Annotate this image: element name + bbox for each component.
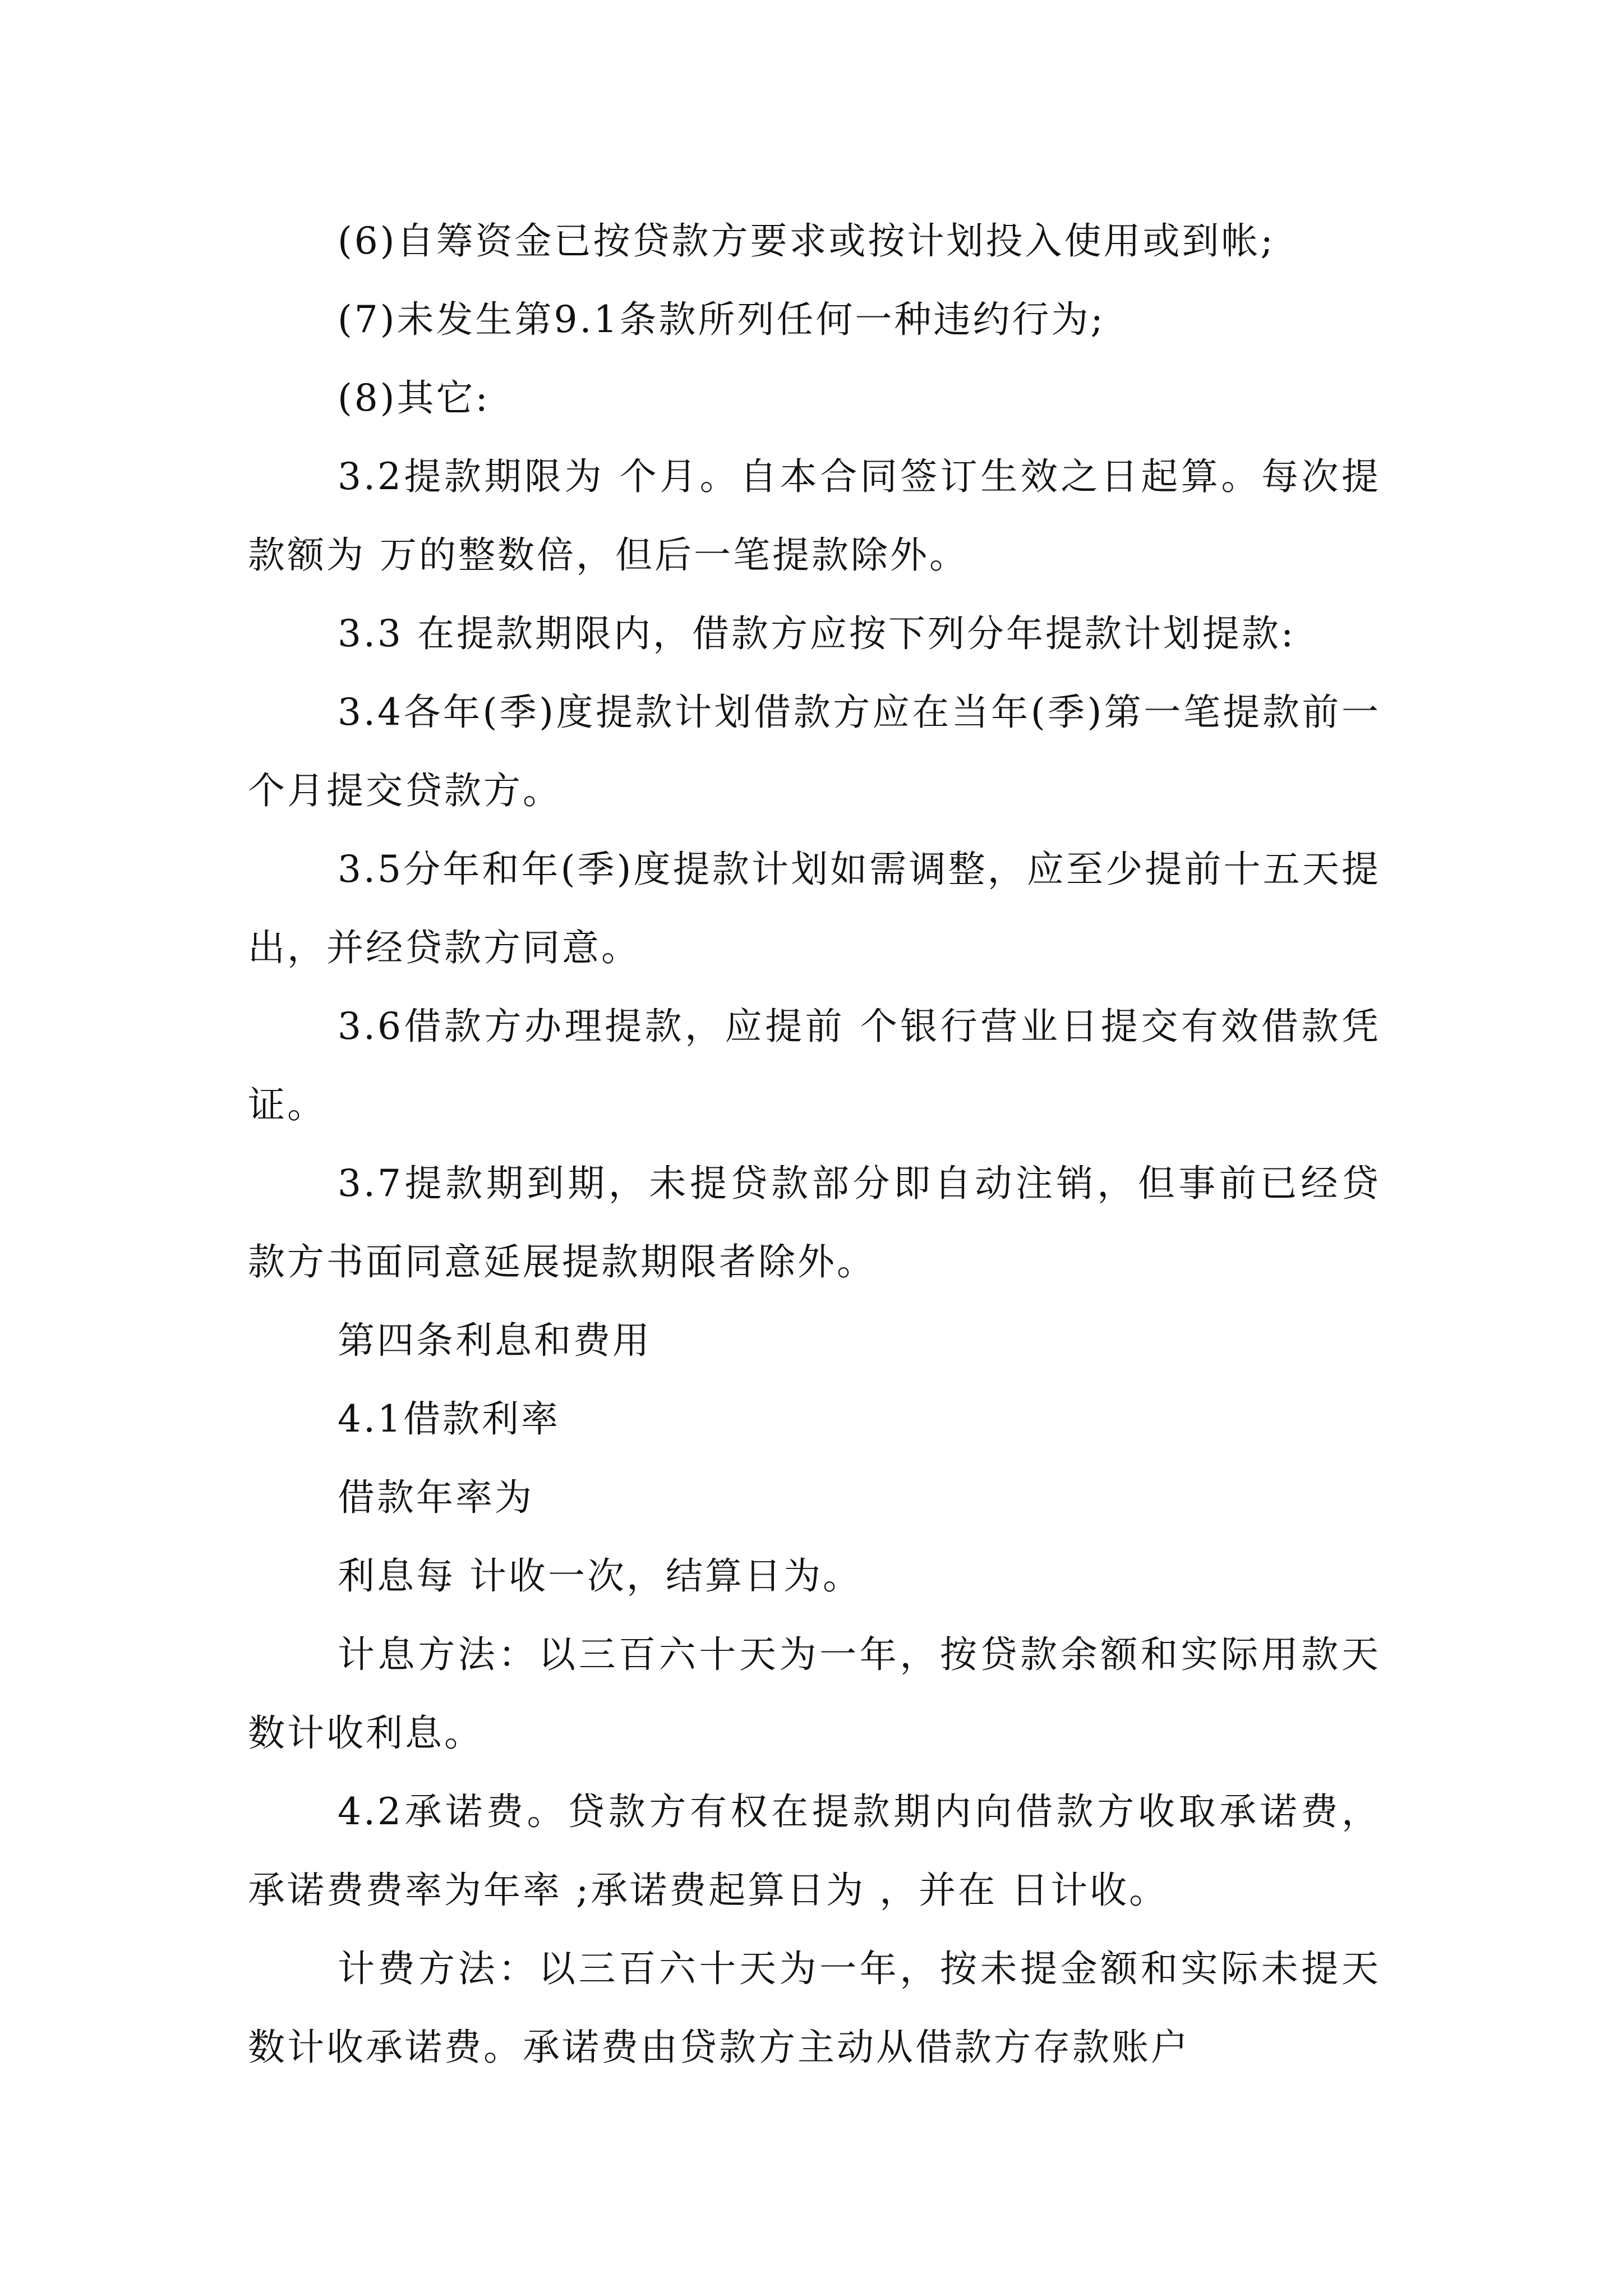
clause-7-no-default: (7)未发生第9.1条款所列任何一种违约行为;	[338, 298, 1105, 341]
fee-calculation-method: 计费方法：以三百六十天为一年，按未提金额和实际未提天数计收承诺费。承诺费由贷款方主动从借款方存款账户	[248, 1947, 1381, 2069]
interest-calculation-method: 计息方法：以三百六十天为一年，按贷款余额和实际用款天数计收利息。	[248, 1633, 1381, 1755]
article-4-heading: 第四条利息和费用	[338, 1319, 652, 1362]
clause-3-3-annual-plan: 3.3 在提款期限内，借款方应按下列分年提款计划提款:	[338, 612, 1296, 655]
clause-3-7-drawdown-expiry: 3.7提款期到期，未提贷款部分即自动注销，但事前已经贷款方书面同意延展提款期限者除外。	[248, 1162, 1381, 1283]
clause-3-2-drawdown-period: 3.2提款期限为 个月。自本合同签订生效之日起算。每次提款额为 万的整数倍，但后一笔提款除外。	[248, 455, 1381, 577]
clause-4-1-interest-rate: 4.1借款利率	[338, 1397, 560, 1441]
interest-settlement-line: 利息每 计收一次，结算日为。	[338, 1554, 862, 1598]
clause-4-2-commitment-fee: 4.2承诺费。贷款方有权在提款期内向借款方收取承诺费，承诺费费率为年率 ;承诺费起算日为 ，并在 日计收。	[248, 1790, 1381, 1912]
clause-3-6-drawdown-notice: 3.6借款方办理提款，应提前 个银行营业日提交有效借款凭证。	[248, 1005, 1381, 1126]
clause-6-self-funding: (6)自筹资金已按贷款方要求或按计划投入使用或到帐;	[338, 219, 1275, 263]
clause-8-other: (8)其它:	[338, 376, 490, 420]
document-body	[248, 202, 1381, 2087]
clause-3-4-quarterly-plan: 3.4各年(季)度提款计划借款方应在当年(季)第一笔提款前一个月提交贷款方。	[248, 691, 1381, 812]
clause-3-5-plan-adjustment: 3.5分年和年(季)度提款计划如需调整，应至少提前十五天提出，并经贷款方同意。	[248, 848, 1381, 969]
annual-rate-line: 借款年率为	[338, 1476, 534, 1519]
